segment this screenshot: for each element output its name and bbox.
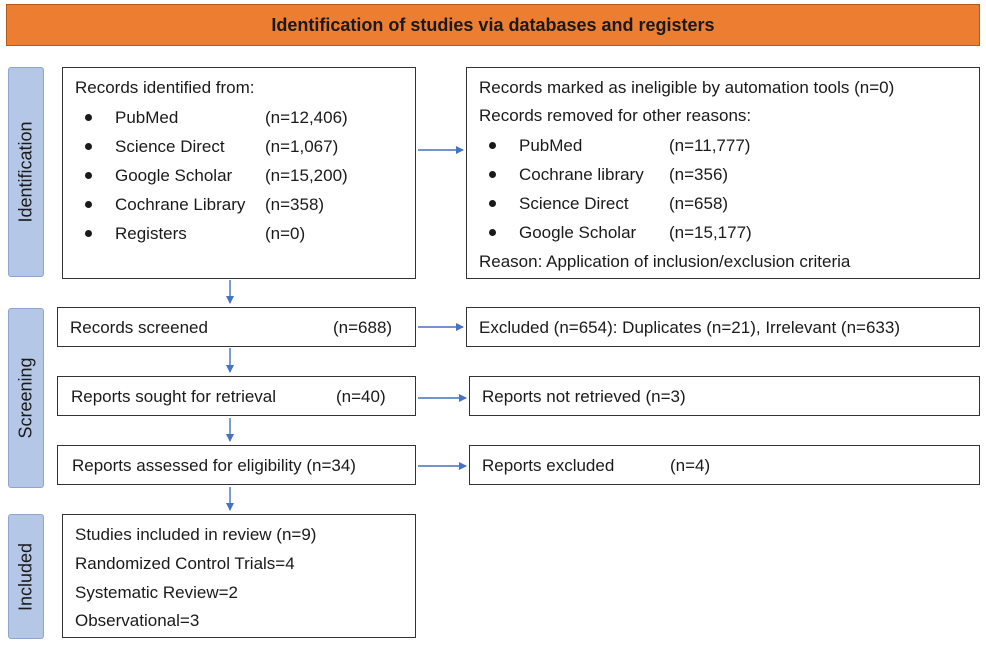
included-line: Observational=3	[75, 611, 200, 630]
removed-source-name: PubMed	[519, 136, 583, 155]
removed-source-name: Cochrane library	[519, 165, 644, 184]
removal-reason: Reason: Application of inclusion/exclusion criteria	[479, 252, 851, 271]
other-reasons-heading: Records removed for other reasons:	[479, 106, 752, 125]
source-count: (n=1,067)	[265, 137, 339, 156]
source-count: (n=12,406)	[265, 108, 348, 127]
source-count: (n=0)	[265, 224, 306, 243]
removed-source-count: (n=356)	[669, 165, 729, 184]
records-identified-heading: Records identified from:	[75, 78, 255, 97]
reports-sought-label: Reports sought for retrieval	[71, 387, 277, 406]
source-name: Google Scholar	[115, 166, 233, 185]
phase-included-label: Included	[15, 542, 36, 611]
included-line: Studies included in review (n=9)	[75, 525, 317, 544]
source-count: (n=358)	[265, 195, 325, 214]
excluded-text: Excluded (n=654): Duplicates (n=21), Irrelevant (n=633)	[479, 318, 900, 337]
reports-excluded-label: Reports excluded	[482, 456, 615, 475]
records-screened-count: (n=688)	[333, 318, 393, 337]
reports-sought-count: (n=40)	[336, 387, 386, 406]
removed-source-name: Google Scholar	[519, 223, 637, 242]
included-line: Systematic Review=2	[75, 583, 238, 602]
included-line: Randomized Control Trials=4	[75, 554, 295, 573]
source-name: Registers	[115, 224, 187, 243]
removed-source-count: (n=658)	[669, 194, 729, 213]
source-name: Science Direct	[115, 137, 225, 156]
source-name: PubMed	[115, 108, 179, 127]
removed-source-name: Science Direct	[519, 194, 629, 213]
reports-assessed-label: Reports assessed for eligibility (n=34)	[72, 456, 356, 475]
removed-source-count: (n=11,777)	[669, 136, 751, 155]
removed-source-count: (n=15,177)	[669, 223, 752, 242]
header-title: Identification of studies via databases and registers	[6, 4, 980, 46]
source-count: (n=15,200)	[265, 166, 348, 185]
automation-removed-text: Records marked as ineligible by automation tools (n=0)	[479, 78, 895, 97]
reports-excluded-count: (n=4)	[670, 456, 711, 475]
source-name: Cochrane Library	[115, 195, 246, 214]
phase-screening-label: Screening	[15, 357, 36, 439]
not-retrieved-text: Reports not retrieved (n=3)	[482, 387, 686, 406]
phase-identification-label: Identification	[15, 121, 36, 223]
records-screened-label: Records screened	[70, 318, 208, 337]
